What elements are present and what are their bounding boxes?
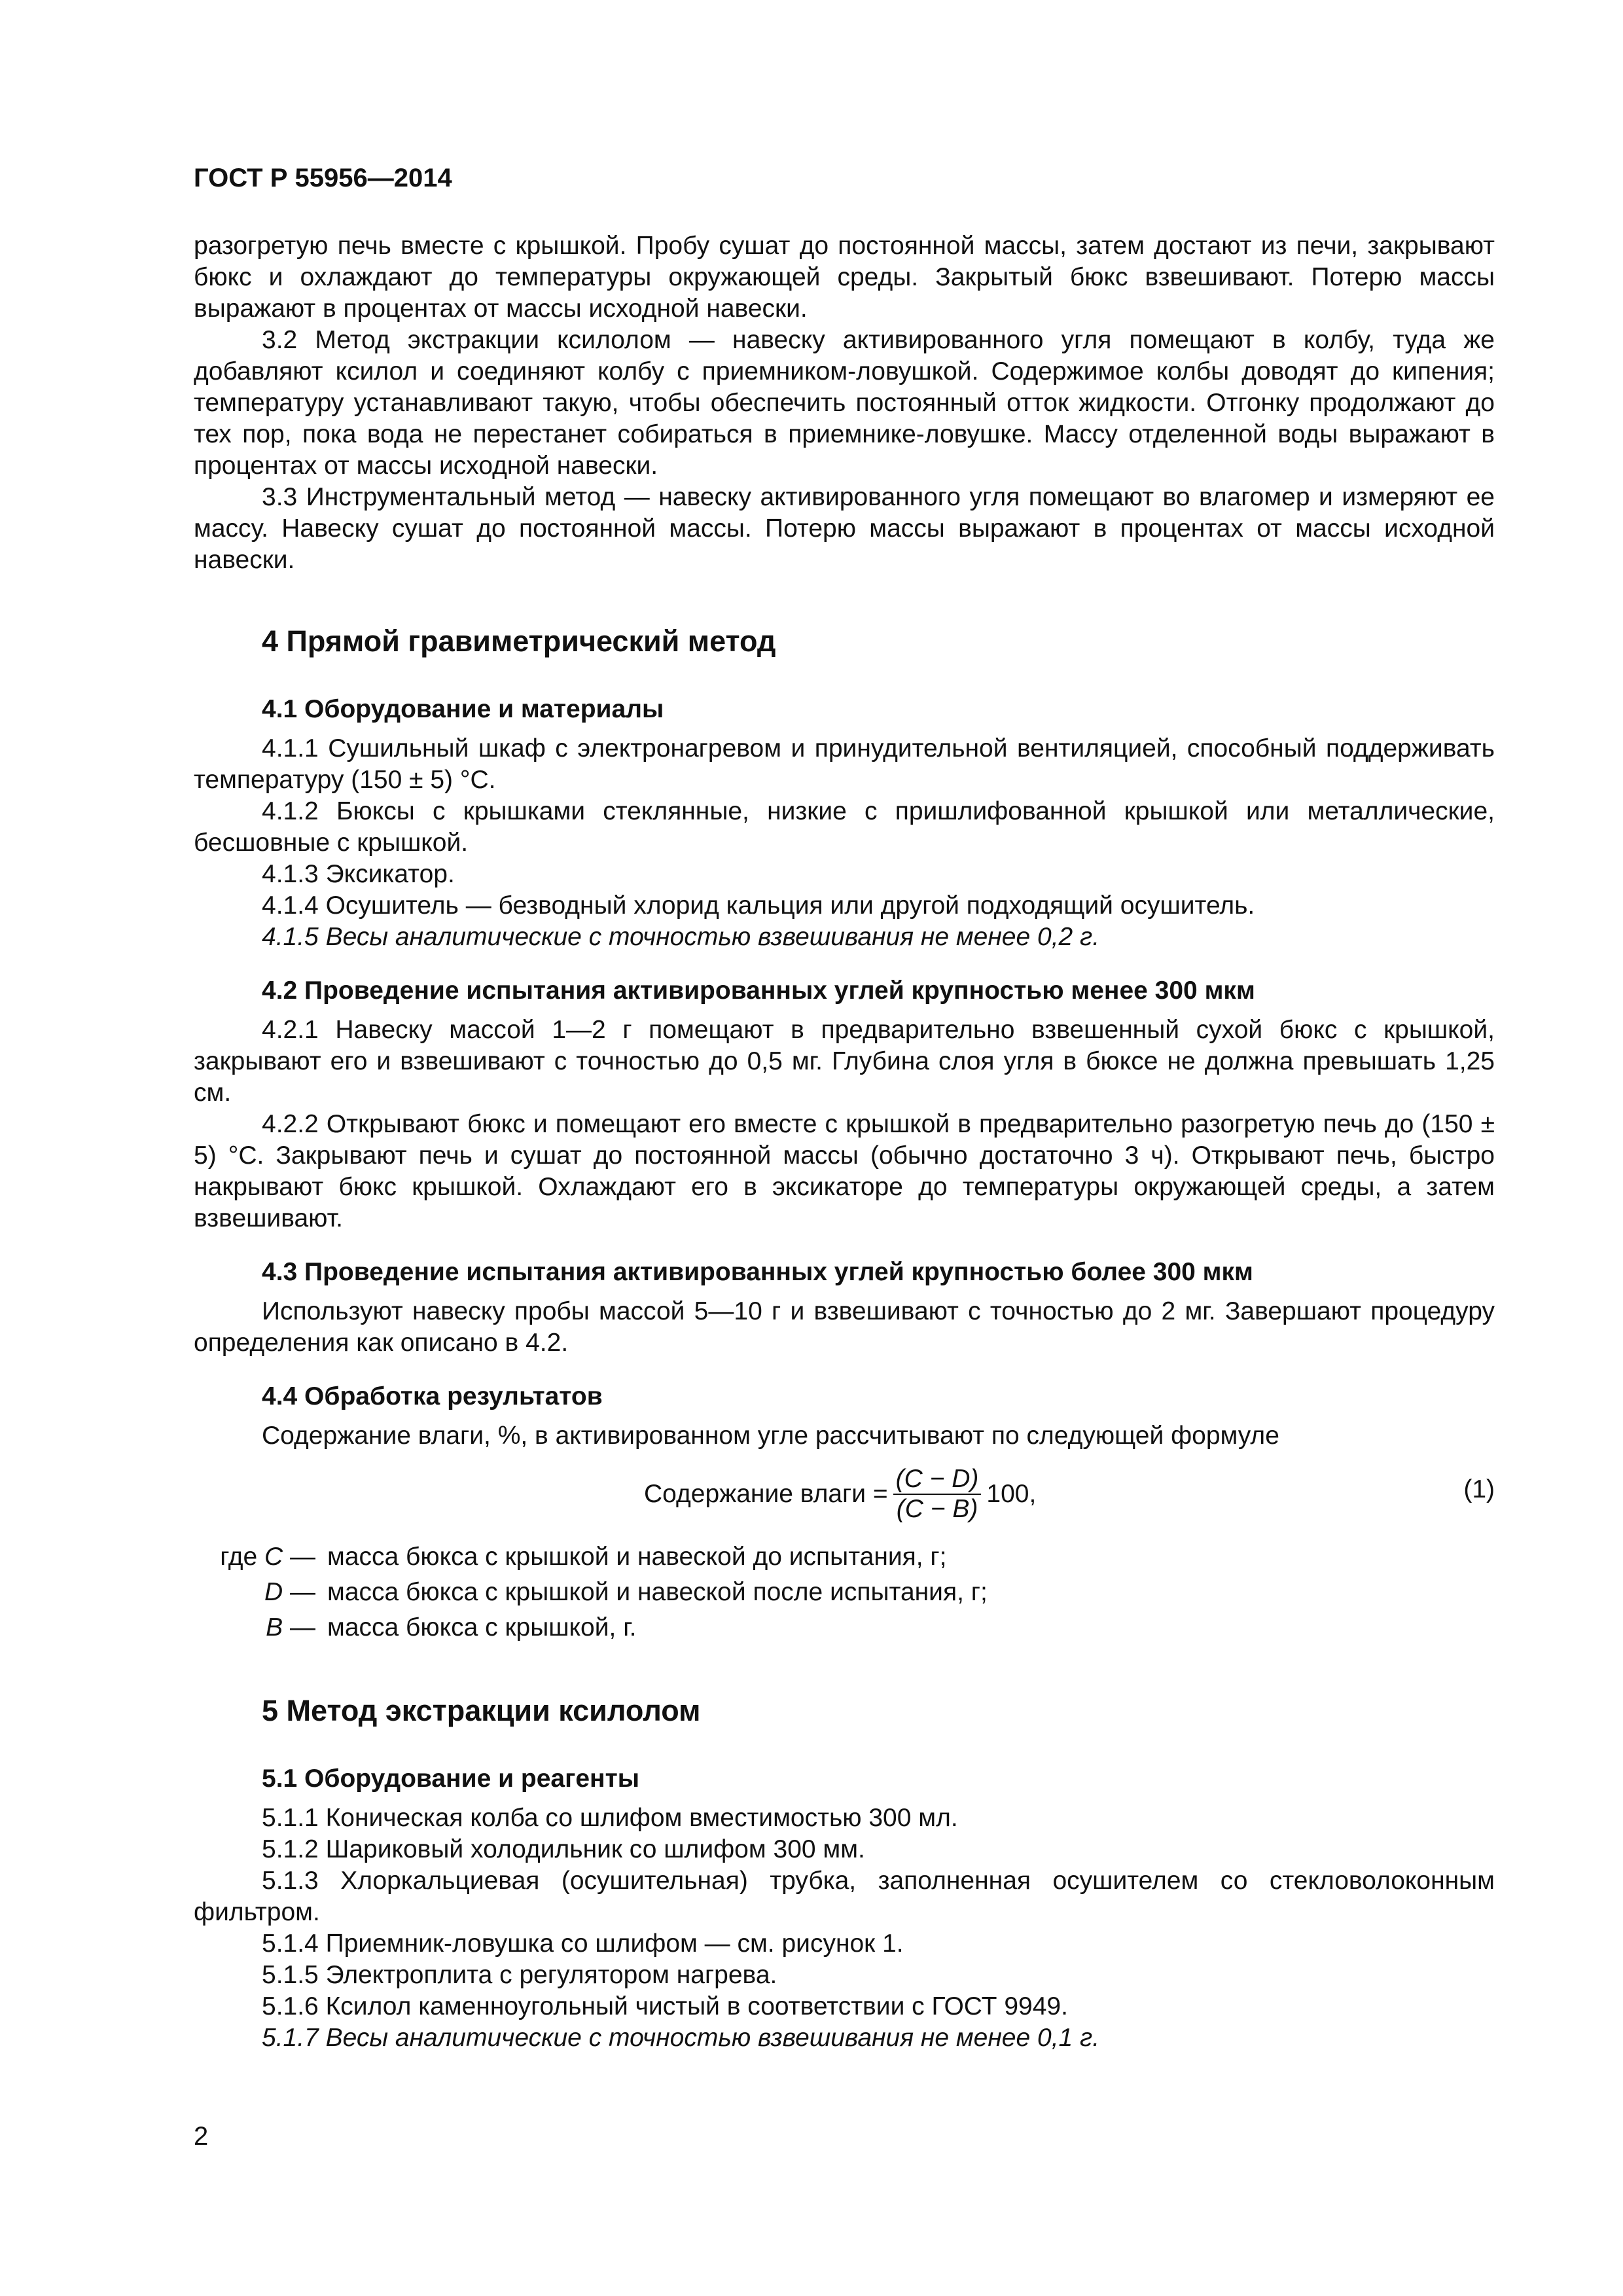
formula-numerator: (C − D): [893, 1465, 982, 1495]
list-item: 4.1.5 Весы аналитические с точностью взвешивания не менее 0,2 г.: [262, 923, 1100, 951]
equation-number: (1): [1463, 1475, 1495, 1503]
where-symbol: где C —: [220, 1543, 315, 1571]
subsection-heading: 5.1 Оборудование и реагенты: [262, 1765, 640, 1793]
formula-denominator: (C − B): [896, 1495, 978, 1523]
list-item: 4.2.2 Открывают бюкс и помещают его вместе с крышкой в предварительно разогретую печь до (150 ± 5) °С. Закрывают печь и сушат до постоянной массы (обычно достаточно 3 ч). Открывают печь, быстро накрывают бюкс крышкой. Охлаждают его в эксикаторе до температуры окружающей среды, а затем взвешивают.: [194, 1110, 1495, 1232]
where-description: масса бюкса с крышкой и навеской до испытания, г;: [327, 1543, 947, 1571]
page-number: 2: [194, 2122, 209, 2151]
paragraph: 3.2 Метод экстракции ксилолом — навеску активированного угля помещают в колбу, туда же добавляют ксилол и соединяют колбу с приемником-ловушкой. Содержимое колбы доводят до кипения; температуру устанавливают такую, чтобы обеспечить постоянный отток жидкости. Отгонку продолжают до тех пор, пока вода не перестанет собираться в приемнике-ловушке. Массу отделенной воды выражают в процентах от массы исходной навески.: [194, 326, 1495, 480]
subsection-heading: 4.2 Проведение испытания активированных углей крупностью менее 300 мкм: [262, 977, 1255, 1005]
where-item: [194, 1575, 1495, 1610]
where-item: [194, 1539, 1495, 1575]
list-item: 5.1.6 Ксилол каменноугольный чистый в соответствии с ГОСТ 9949.: [262, 1992, 1068, 2020]
list-item: 5.1.7 Весы аналитические с точностью взвешивания не менее 0,1 г.: [262, 2024, 1100, 2052]
page-body: [194, 230, 1495, 2054]
formula: [644, 1465, 1036, 1524]
list-item: 4.1.2 Бюксы с крышками стеклянные, низкие с пришлифованной крышкой или металлические, бесшовные с крышкой.: [194, 797, 1495, 857]
where-symbol: D —: [264, 1578, 315, 1606]
list-item: 5.1.3 Хлоркальциевая (осушительная) трубка, заполненная осушителем со стекловолоконным фильтром.: [194, 1867, 1495, 1926]
where-description: масса бюкса с крышкой и навеской после испытания, г;: [327, 1578, 988, 1606]
list-item: 5.1.2 Шариковый холодильник со шлифом 300 мм.: [262, 1835, 865, 1863]
list-item: 5.1.1 Коническая колба со шлифом вместимостью 300 мл.: [262, 1804, 958, 1832]
section-heading: 5 Метод экстракции ксилолом: [262, 1694, 701, 1727]
subsection-heading: 4.4 Обработка результатов: [262, 1382, 603, 1410]
list-item: 5.1.4 Приемник-ловушка со шлифом — см. рисунок 1.: [262, 1929, 904, 1958]
list-item: 5.1.5 Электроплита с регулятором нагрева.: [262, 1961, 777, 1989]
where-description: масса бюкса с крышкой, г.: [327, 1613, 637, 1641]
list-item: 4.1.1 Сушильный шкаф с электронагревом и принудительной вентиляцией, способный поддерживать температуру (150 ± 5) °С.: [194, 734, 1495, 794]
formula-block: [194, 1457, 1495, 1530]
list-item: 4.1.3 Эксикатор.: [262, 860, 455, 888]
paragraph: 3.3 Инструментальный метод — навеску активированного угля помещают во влагомер и измеряют ее массу. Навеску сушат до постоянной массы. Потерю массы выражают в процентах от массы исходной навески.: [194, 483, 1495, 574]
subsection-heading: 4.3 Проведение испытания активированных углей крупностью более 300 мкм: [262, 1258, 1253, 1286]
where-list: [194, 1539, 1495, 1645]
list-item: 4.2.1 Навеску массой 1—2 г помещают в предварительно взвешенный сухой бюкс с крышкой, закрывают его и взвешивают с точностью до 0,5 мг. Глубина слоя угля в бюксе не должна превышать 1,25 см.: [194, 1016, 1495, 1107]
section-heading: 4 Прямой гравиметрический метод: [262, 624, 776, 658]
where-item: [194, 1610, 1495, 1645]
paragraph: Используют навеску пробы массой 5—10 г и взвешивают с точностью до 2 мг. Завершают процедуру определения как описано в 4.2.: [194, 1297, 1495, 1357]
paragraph: Содержание влаги, %, в активированном угле рассчитывают по следующей формуле: [262, 1422, 1279, 1450]
where-symbol: B —: [266, 1613, 315, 1641]
formula-rhs: 100,: [986, 1480, 1037, 1508]
formula-lhs: Содержание влаги =: [644, 1480, 888, 1508]
list-item: 4.1.4 Осушитель — безводный хлорид кальция или другой подходящий осушитель.: [262, 891, 1255, 920]
formula-fraction: [893, 1465, 982, 1524]
subsection-heading: 4.1 Оборудование и материалы: [262, 695, 664, 723]
document-code: ГОСТ Р 55956—2014: [194, 164, 452, 192]
paragraph: разогретую печь вместе с крышкой. Пробу сушат до постоянной массы, затем достают из печи, закрывают бюкс и охлаждают до температуры окружающей среды. Закрытый бюкс взвешивают. Потерю массы выражают в процентах от массы исходной навески.: [194, 232, 1495, 323]
